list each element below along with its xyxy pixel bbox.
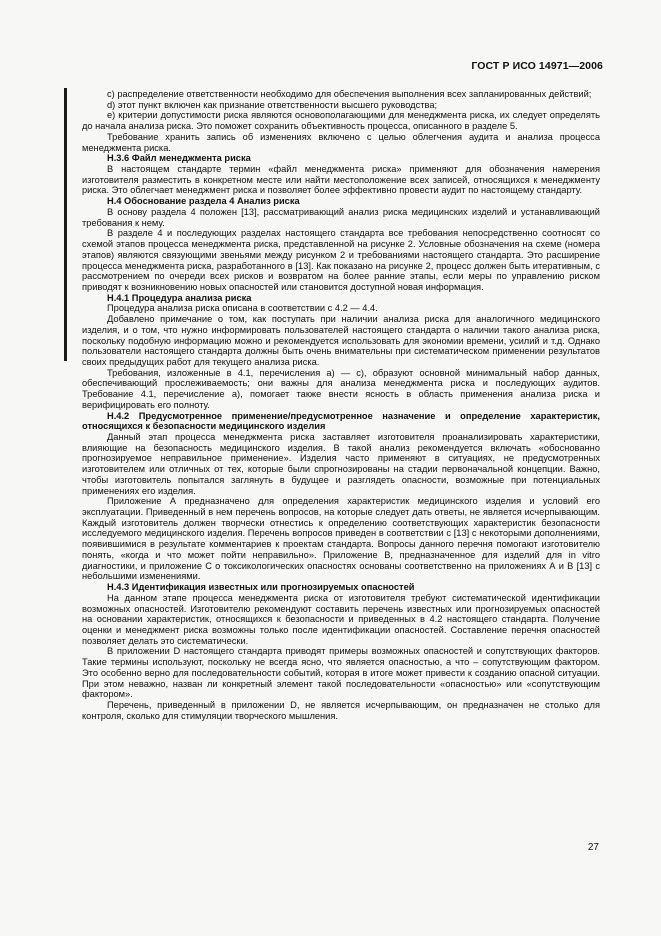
section-heading-h36: Н.3.6 Файл менеджмента риска bbox=[107, 153, 251, 164]
paragraph: В разделе 4 и последующих разделах настоящего стандарта все требования непосредственно соотносят со схемой этапов процесса менеджмента риска, представленной на рисунке 2. Условные обозначения на схеме (номера этапов) являются связующими звеньями между рисунком 2 и требованиями настоящего стандарта. Это расширение процесса менеджмента риска, разработанного в [13]. Как показано на рисунке 2, процесс должен быть итеративным, с рассмотрением по очереди всех рисков и возвратом на более ранние этапы, если меры по управлению риском приводят к возникновению новых опасностей или становится доступной новая информация. bbox=[82, 228, 600, 292]
change-bar bbox=[64, 88, 67, 361]
paragraph: Процедура анализа риска описана в соответствии с 4.2 — 4.4. bbox=[107, 303, 378, 314]
paragraph: На данном этапе процесса менеджмента риска от изготовителя требуют систематической идентификации возможных опасностей. Изготовителю рекомендуют составить перечень известных или прогнозируемых опасностей на основании характеристик, относящихся к безопасности и приведенных в 4.2 настоящего стандарта. Получение оценки и менеджмент риска возможны только после идентификации опасностей. Составление перечня опасностей позволяет делать это систематически. bbox=[82, 592, 600, 646]
paragraph: Требование хранить запись об изменениях включено с целью облегчения аудита и анализа процесса менеджмента риска. bbox=[82, 131, 600, 153]
section-heading-h42: Н.4.2 Предусмотренное применение/предусмотренное назначение и определение характеристик, относящихся к безопасности медицинского изделия bbox=[82, 410, 600, 432]
section-heading-h4: Н.4 Обоснование раздела 4 Анализ риска bbox=[107, 196, 300, 207]
paragraph: d) этот пункт включен как признание ответственности высшего руководства; bbox=[107, 99, 438, 110]
paragraph: Добавлено примечание о том, как поступать при наличии анализа риска для аналогичного медицинского изделия, и о том, что нужно информировать пользователей настоящего стандарта о наличии такого анализа риска, поскольку подобную информацию можно и рекомендуется использовать для экономии времени, усилий и т.д. Однако пользователи настоящего стандарта должны быть очень внимательны при систематическом применении результатов своих предыдущих работ для текущего анализа риска. bbox=[82, 314, 600, 367]
paragraph: Перечень, приведенный в приложении D, не является исчерпывающим, он предназначен не столько для контроля, сколько для стимуляции творческого мышления. bbox=[82, 699, 600, 721]
paragraph: c) распределение ответственности необходимо для обеспечения выполнения всех запланированных действий; bbox=[107, 89, 592, 99]
paragraph: Приложение А предназначено для определения характеристик медицинского изделия и условий его эксплуатации. Приведенный в нем перечень вопросов, на которые следует дать ответы, не является исчерпывающим. Каждый изготовитель должен творчески отнестись к определению соответствующих характеристик безопасности исследуемого медицинского изделия. Перечень вопросов приведен в соответствии с [13] с некоторыми дополнениями, появившимися в результате комментариев к проектам стандарта. Вопросы данного перечня помогают изготовителю понять, «когда и что может пойти неправильно». Приложение В, предназначенное для изделий для in vitro диагностики, и приложение С о токсикологических опасностях основаны соответственно на приложениях А и В [13] с небольшими изменениями. bbox=[82, 496, 600, 582]
paragraph: Требования, изложенные в 4.1, перечисления а) — с), образуют основной минимальный набор данных, обеспечивающий прослеживаемость; они важны для анализа менеджмента риска и последующих аудитов. Требование 4.1, перечисление а), помогает также внести ясность в область применения анализа риска и верифицировать его полноту. bbox=[82, 367, 600, 410]
section-heading-h43: Н.4.3 Идентификация известных или прогнозируемых опасностей bbox=[107, 582, 415, 593]
paragraph: В приложении D настоящего стандарта приводят примеры возможных опасностей и сопутствующих факторов. Такие термины используют, поскольку не всегда ясно, что является опасностью, а что – сопутствующим фактором. Это особенно верно для последовательности событий, которая в итоге может привести к созданию опасной ситуации. При этом неважно, назван ли конкретный элемент такой последовательности «опасностью» или «сопутствующим фактором». bbox=[82, 646, 600, 700]
paragraph: Данный этап процесса менеджмента риска заставляет изготовителя проанализировать характеристики, влияющие на безопасность медицинского изделия. В такой анализ рекомендуется включать «обоснованно прогнозируемое неправильное применение». Изделия часто применяют в ситуациях, не предусмотренных изготовителем или отличных от тех, которые были спрогнозированы на стадии первоначальной концепции. Важно, чтобы изготовитель попытался заглянуть в будущее и разглядеть опасности, возможные при потенциальных применениях его изделия. bbox=[82, 432, 600, 496]
paragraph: e) критерии допустимости риска являются основополагающими для менеджмента риска, их следует определять до начала анализа риска. Это поможет сохранить объективность процесса, описанного в разделе 5. bbox=[82, 110, 600, 132]
document-header: ГОСТ Р ИСО 14971—2006 bbox=[471, 60, 603, 72]
paragraph: В настоящем стандарте термин «файл менеджмента риска» применяют для обозначения намерения изготовителя разместить в конкретном месте или найти местоположение всех записей, относящихся к менеджменту риска. Это облегчает менеджмент риска и позволяет более эффективно провести аудит по настоящему стандарту. bbox=[82, 164, 600, 196]
paragraph: В основу раздела 4 положен [13], рассматривающий анализ риска медицинских изделий и устанавливающий требования к нему. bbox=[82, 206, 600, 228]
page-number: 27 bbox=[587, 842, 599, 853]
body-text bbox=[82, 89, 600, 721]
section-heading-h41: Н.4.1 Процедура анализа риска bbox=[107, 292, 252, 303]
